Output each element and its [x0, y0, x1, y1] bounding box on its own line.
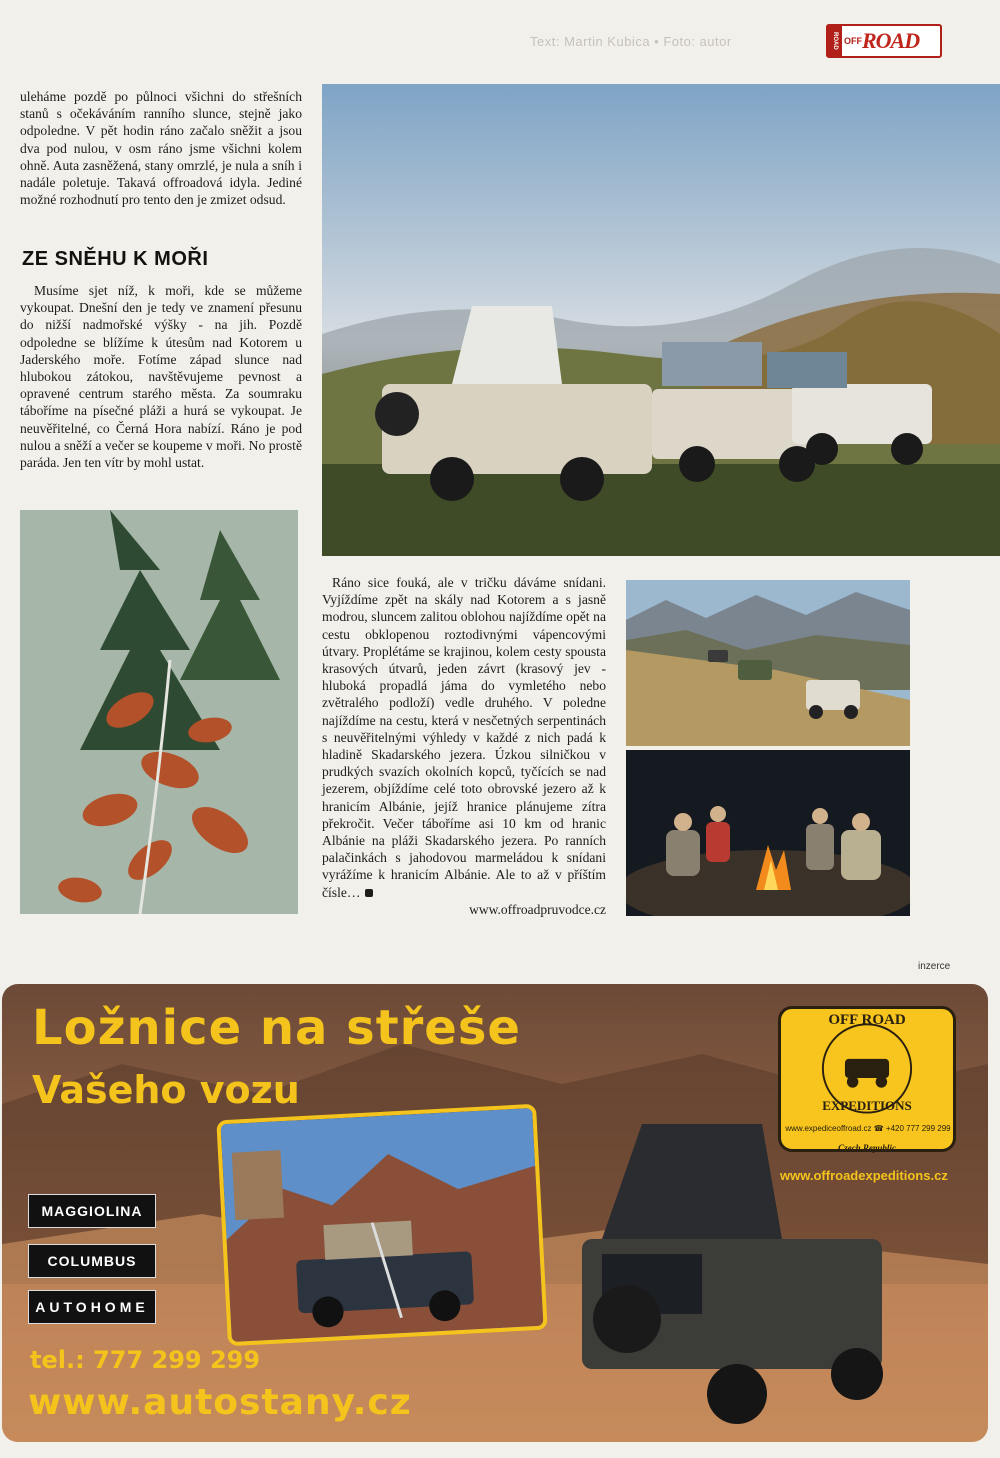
brand-logo-maggiolina: MAGGIOLINA [28, 1194, 156, 1228]
advert-label: inzerce [918, 961, 951, 972]
badge-top-text: OFF ROAD [828, 1012, 906, 1028]
article-paragraph-2: Musíme sjet níž, k moři, kde se můžeme vykoupat. Dnešní den je tedy ve znamení přesunu do nižší nadmořské výšky - na jih. Pozdě odpoledne se blížíme k útesům nad Kotorem u Jaderského moře. Fotíme západ slunce nad hlubokou zátokou, navštěvujeme pevnost a opravené centrum starého města. Za soumraku táboříme na písečné pláži a hurá se vykoupat. Je neuvěřitelné, co Černá Hora nabízí. Ráno je pod nulou a sněží a večer se koupeme v moři. No prostě paráda. Jen ten vítr by mohl ustat. [20, 283, 302, 471]
article-paragraph-3 [322, 574, 606, 901]
advert-website[interactable]: www.autostany.cz [28, 1382, 412, 1423]
brand-logo-columbus: COLUMBUS [28, 1244, 156, 1278]
brand-logo-autohome: AUTOHOME [28, 1290, 156, 1324]
end-of-article-icon [365, 889, 373, 897]
badge-website[interactable]: www.offroadexpeditions.cz [780, 1168, 948, 1183]
section-heading: ZE SNĚHU K MOŘI [22, 248, 209, 270]
photo-trucks-mountains [322, 84, 1000, 556]
logo-road: ROAD [862, 28, 920, 53]
badge-contact: www.expediceoffroad.cz ☎ +420 777 299 299 [785, 1124, 951, 1133]
bleed-through-text [40, 958, 900, 984]
advert-inset-photo [216, 1104, 547, 1346]
article-paragraph-1: uleháme pozdě po půlnoci všichni do střešních stanů s očekáváním ranního slunce, stejně jako odpoledne. V pět hodin ráno začalo sněžit a jsou dva pod nulou, v osm ráno jsme všichni kolem ohně. Auta zasněžená, stany omrzlé, je nula a sníh i nadále poletuje. Takavá offroadová idyla. Jediné možné rozhodnutí pro tento den je zmizet odsud. [20, 89, 302, 208]
badge-country: Czech Republic [838, 1143, 896, 1153]
ghost-header-text: Text: Martin Kubica • Foto: autor [530, 34, 732, 49]
article-url[interactable]: www.offroadpruvodce.cz [469, 902, 606, 917]
article-paragraph-3-text: Ráno sice fouká, ale v tričku dáváme snídani. Vyjíždíme zpět na skály nad Kotorem a s jasně modrou, sluncem zalitou oblohou najíždíme opět na cestu obklopenou roztodivnými vápencovými útvary. Proplétáme se krajinou, kolem cesty spousta krasových útvarů, jeden závrt (krasový jev - hluboká propadlá jáma do vymletého nebo zvětralého podloží) vedle druhého. V poledne najíždíme na cestu, která v nesčetných serpentinách s neuvěřitelnými výhledy v každé z nich padá k hladině Skadarského jezera. Úzkou silničkou v prudkých svazích okolních kopců, tyčících se nad jezerem, objíždíme celé toto obrovské jezero až k hranicím Albánie, jejíž hranice plánujeme zítra překročit. Večer táboříme asi 10 km od hranic Albánie na pláži Skadarského jezera. Po ranních palačinkách s jahodovou marmeládou k snídani vyrážíme k hranicím Albánie. Ale to až v příštím čísle… [322, 575, 606, 900]
photo-frosted-leaves [20, 510, 298, 914]
logo-strip: ROAD [828, 26, 842, 56]
advert-title-line-2: Vašeho vozu [32, 1068, 300, 1112]
badge-bottom-text: EXPEDITIONS [822, 1098, 912, 1113]
logo-off: OFF [844, 35, 862, 46]
photo-campfire-night [626, 750, 910, 916]
advert-phone[interactable]: tel.: 777 299 299 [30, 1346, 261, 1374]
photo-mountain-road [626, 580, 910, 746]
advert-title-line-1: Ložnice na střeše [32, 1000, 521, 1056]
magazine-logo[interactable] [826, 24, 942, 58]
